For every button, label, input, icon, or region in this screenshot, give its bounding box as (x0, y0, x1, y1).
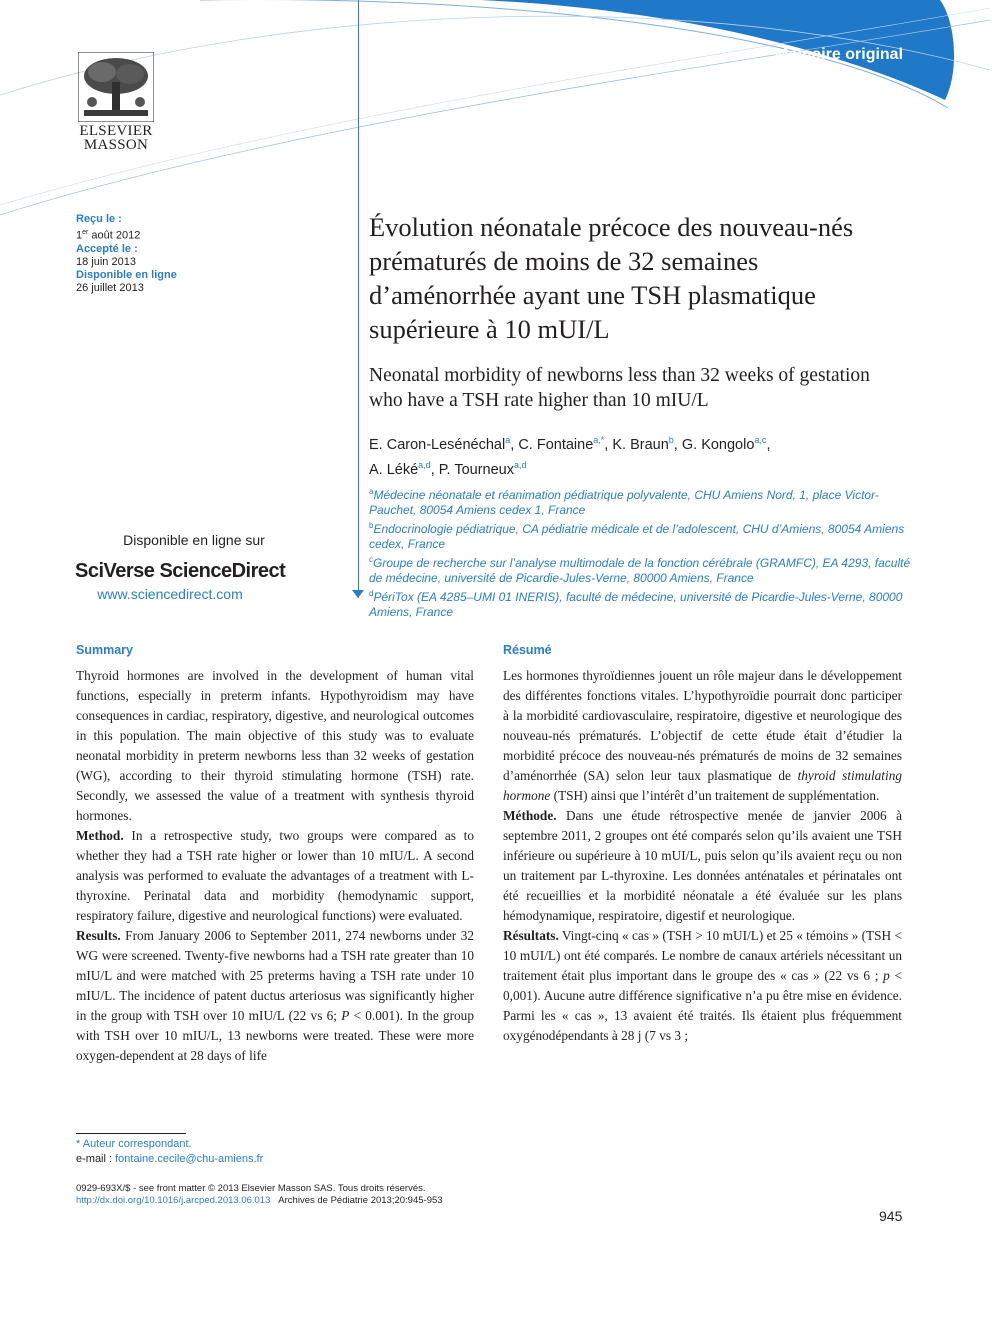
author[interactable]: P. Tourneux$^{a,d}$ (438, 459, 527, 478)
online-date: 26 juillet 2013 (76, 281, 144, 294)
doi-line (76, 1195, 443, 1207)
author[interactable]: K. Braun$^b$, (612, 435, 682, 453)
summary-heading: Summary (76, 643, 133, 657)
author[interactable]: C. Fontaine$^{a,*}$, (518, 435, 613, 453)
resume-paragraph: Les hormones thyroïdiennes jouent un rôle majeur dans le développement des différentes fonctions vitales. L’hypothyroïdie pourrait donc participer à la morbidité cardiovasculaire, respiratoire, digestive et neurologique des nouveau-nés prématurés. L’objectif de cette étude était d’étudier la morbidité précoce des nouveau-nés prématurés de moins de 32 semaines d’aménorrhée (SA) selon leur taux plasmatique de thyroid stimulating hormone (TSH) ainsi que l’intérêt d’un traitement de supplémentation. (503, 668, 902, 803)
online-availability-label: Disponible en ligne sur (123, 532, 265, 548)
online-label: Disponible en ligne (76, 268, 177, 281)
affiliation-list (369, 484, 914, 620)
author[interactable]: G. Kongolo$^{a,c}$, (681, 435, 771, 453)
summary-text (76, 666, 474, 1066)
publisher-name: ELSEVIER (79, 123, 153, 139)
online-availability (75, 532, 295, 602)
vertical-guide-line (358, 0, 359, 598)
issn-line: 0929-693X/$ - see front matter © 2013 Elsevier Masson SAS. Tous droits réservés. (76, 1183, 426, 1194)
article-subtitle: Neonatal morbidity of newborns less than 32 weeks of gestation who have a TSH rate higher than 10 mIU/L (369, 365, 870, 411)
affiliation: $^b$Endocrinologie pédiatrique, CA pédiatrie médicale et de l’adolescent, CHU d’Amiens, 80054 Amiens cedex, France (369, 521, 905, 551)
affiliation: $^c$Groupe de recherche sur l’analyse multimodale de la fonction cérébrale (GRAMFC), EA 4293, faculté de médecine, université de Picardie-Jules-Verne, 80000 Amiens, France (369, 555, 911, 585)
author-list (369, 430, 889, 480)
journal-citation: Archives de Pédiatrie 2013;20:945-953 (278, 1195, 443, 1206)
footnote-rule (76, 1133, 186, 1134)
footnote (76, 1137, 263, 1167)
resume-results: Résultats. Vingt-cinq « cas » (TSH > 10 mUI/L) et 25 « témoins » (TSH < 10 mUI/L) ont été comparés. Le nombre de canaux artériels nécessitant un traitement était plus important dans le groupe des « cas » (22 vs 6 ; p < 0,001). Aucune autre différence significative n’a pu être mise en évidence. Parmi les « cas », 13 avaient été traités. Ils étaient plus fréquemment oxygénodépendants à 28 j (7 vs 3 ; (503, 928, 902, 1043)
article-title: Évolution néonatale précoce des nouveau-nés prématurés de moins de 32 semaines d’aménorrhée ayant une TSH plasmatique supérieure à 10 mUI/L (369, 212, 854, 344)
resume-method: Méthode. Dans une étude rétrospective menée de janvier 2006 à septembre 2011, 2 groupes ont été comparés selon qu’ils avaient une TSH inférieure ou supérieure à 10 mUI/L, puis selon qu’ils avaient reçu ou non un traitement par L-thyroxine. Les données anténatales et périnatales ont été recueillies et la morbidité néonatale a été évaluée sur les plans hémodynamique, respiratoire, digestif et neurologique. (503, 808, 902, 923)
page-number: 945 (879, 1208, 903, 1224)
summary-results: Results. From January 2006 to September 2011, 274 newborns under 32 WG were screened. Twenty-five newborns had a TSH rate greater than 10 mIU/L and were matched with 25 preterms having a TSH rate under 10 mIU/L. The incidence of patent ductus arteriosus was significantly higher in the group with TSH over 10 mIU/L (22 vs 6; P < 0.001). In the group with TSH over 10 mIU/L, 13 newborns were treated. These were more oxygen-dependent at 28 days of life (76, 928, 474, 1063)
doi-link[interactable]: http://dx.doi.org/10.1016/j.arcped.2013.06.013 (76, 1195, 271, 1206)
sciencedirect-link[interactable]: www.sciencedirect.com (97, 586, 243, 602)
author[interactable]: A. Léké$^{a,d}$, (369, 459, 439, 478)
email-link[interactable]: fontaine.cecile@chu-amiens.fr (115, 1153, 264, 1165)
corresponding-author-label: * Auteur correspondant. (76, 1138, 192, 1150)
footer (76, 1183, 443, 1207)
author[interactable]: E. Caron-Lesénéchal$^a$, (369, 435, 519, 453)
accepted-label: Accepté le : (76, 242, 138, 255)
resume-heading: Résumé (503, 643, 552, 657)
email-line: e-mail : fontaine.cecile@chu-amiens.fr (76, 1153, 264, 1165)
summary-paragraph: Thyroid hormones are involved in the development of human vital functions, especially in preterm infants. Hypothyroidism may have consequences in cardiac, respiratory, digestive, and neurological outcomes in this population. The main objective of this study was to evaluate neonatal morbidity in preterm newborns less than 32 weeks of gestation (WG), according to their thyroid stimulating hormone (TSH) rate. Secondly, we assessed the value of a treatment with synthesis thyroid hormones. (76, 668, 474, 823)
section-label: Mémoire original (775, 46, 904, 63)
accepted-date: 18 juin 2013 (76, 255, 136, 268)
sciencedirect-logo: SciVerse ScienceDirect (75, 560, 286, 582)
received-date: 1er août 2012 (76, 229, 141, 242)
publisher-name-2: MASSON (83, 137, 149, 153)
affiliation: $^a$Médecine néonatale et réanimation pédiatrique polyvalente, CHU Amiens Nord, 1, place Victor-Pauchet, 80054 Amiens cedex 1, France (369, 487, 879, 517)
affiliation: $^d$PériTox (EA 4285–UMI 01 INERIS), faculté de médecine, université de Picardie-Jules-Verne, 80000 Amiens, France (369, 589, 903, 619)
received-label: Reçu le : (76, 213, 122, 225)
resume-text (503, 666, 902, 1046)
article-dates (76, 213, 177, 295)
guide-arrow-icon (352, 590, 364, 598)
summary-method: Method. In a retrospective study, two groups were compared as to whether they had a TSH rate higher or lower than 10 mIU/L. A second analysis was performed to evaluate the advantages of a treatment with L-thyroxine. Perinatal data and morbidity (hemodynamic support, respiratory failure, digestive and neurological functions) were evaluated. (76, 828, 474, 923)
elsevier-tree-logo-icon (78, 52, 154, 122)
